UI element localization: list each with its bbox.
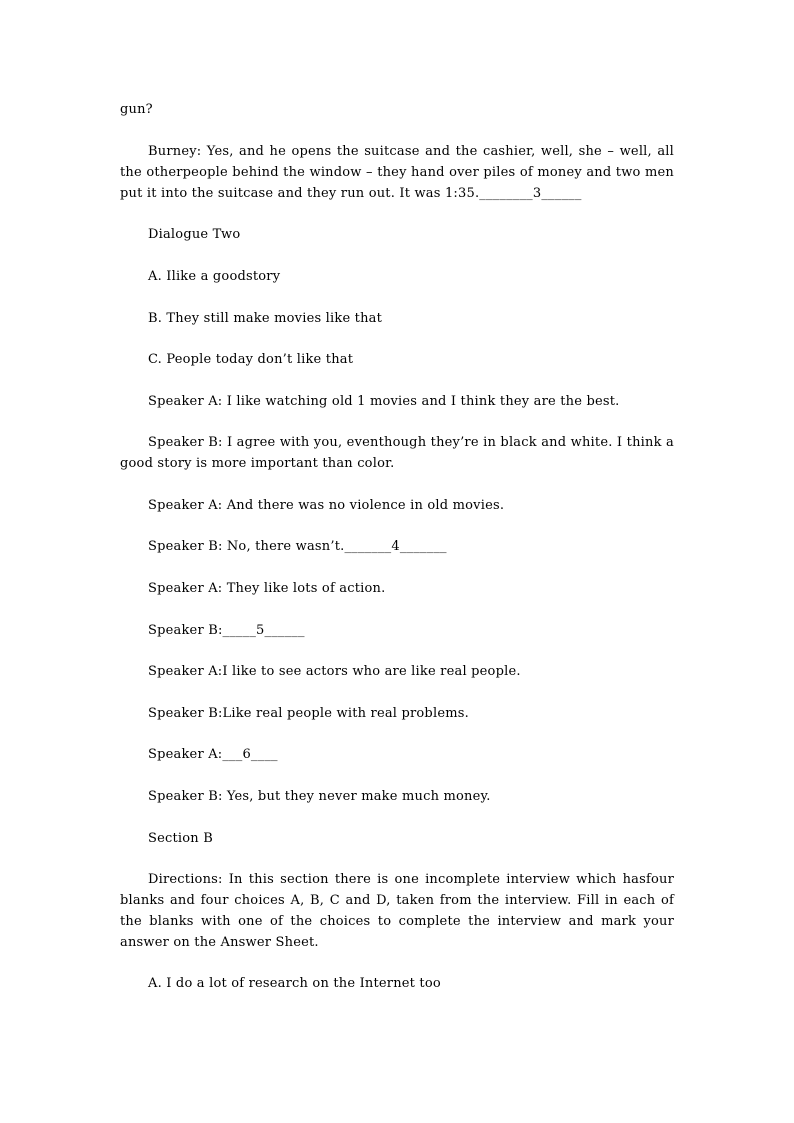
- dialogue-line: Speaker A: I like watching old 1 movies and I think they are the best.: [148, 394, 620, 409]
- dialogue-line: Speaker A: And there was no violence in old movies.: [148, 498, 505, 513]
- paragraph-text: Burney: Yes, and he opens the suitcase and the cashier, well, she – well, all the otherpeople behind the window – they hand over piles of money and two men put it into the suitcase and they run out. It was 1:35.________3______: [120, 144, 674, 201]
- dialogue-line: Speaker B:_____5______: [148, 623, 305, 638]
- dialogue-line: Speaker B: No, there wasn’t._______4_______: [148, 539, 447, 554]
- paragraph-text: Directions: In this section there is one incomplete interview which hasfour blanks and four choices A, B, C and D, taken from the interview. Fill in each of the blanks with one of the choices to complete the interview and mark your answer on the Answer Sheet.: [120, 872, 674, 950]
- dialogue-heading: Dialogue Two: [148, 227, 241, 242]
- dialogue-line: Speaker A: They like lots of action.: [148, 581, 386, 596]
- choice-b: B. They still make movies like that: [148, 311, 383, 326]
- choice-c: C. People today don’t like that: [148, 352, 354, 367]
- dialogue-line: Speaker A:I like to see actors who are like real people.: [148, 664, 521, 679]
- text-line: gun?: [120, 102, 153, 117]
- paragraph-text: Speaker B: I agree with you, eventhough they’re in black and white. I think a good story is more important than color.: [120, 435, 674, 471]
- choice-a: A. Ilike a goodstory: [148, 269, 281, 284]
- dialogue-line: Speaker B: Yes, but they never make much money.: [148, 789, 491, 804]
- dialogue-paragraph-burney: [120, 141, 674, 204]
- dialogue-paragraph-speaker-b: [120, 432, 674, 474]
- directions-paragraph: [120, 869, 674, 953]
- dialogue-line: Speaker B:Like real people with real problems.: [148, 706, 469, 721]
- dialogue-line: Speaker A:___6____: [148, 747, 278, 762]
- section-heading: Section B: [148, 831, 213, 846]
- choice-a: A. I do a lot of research on the Internet too: [148, 976, 441, 991]
